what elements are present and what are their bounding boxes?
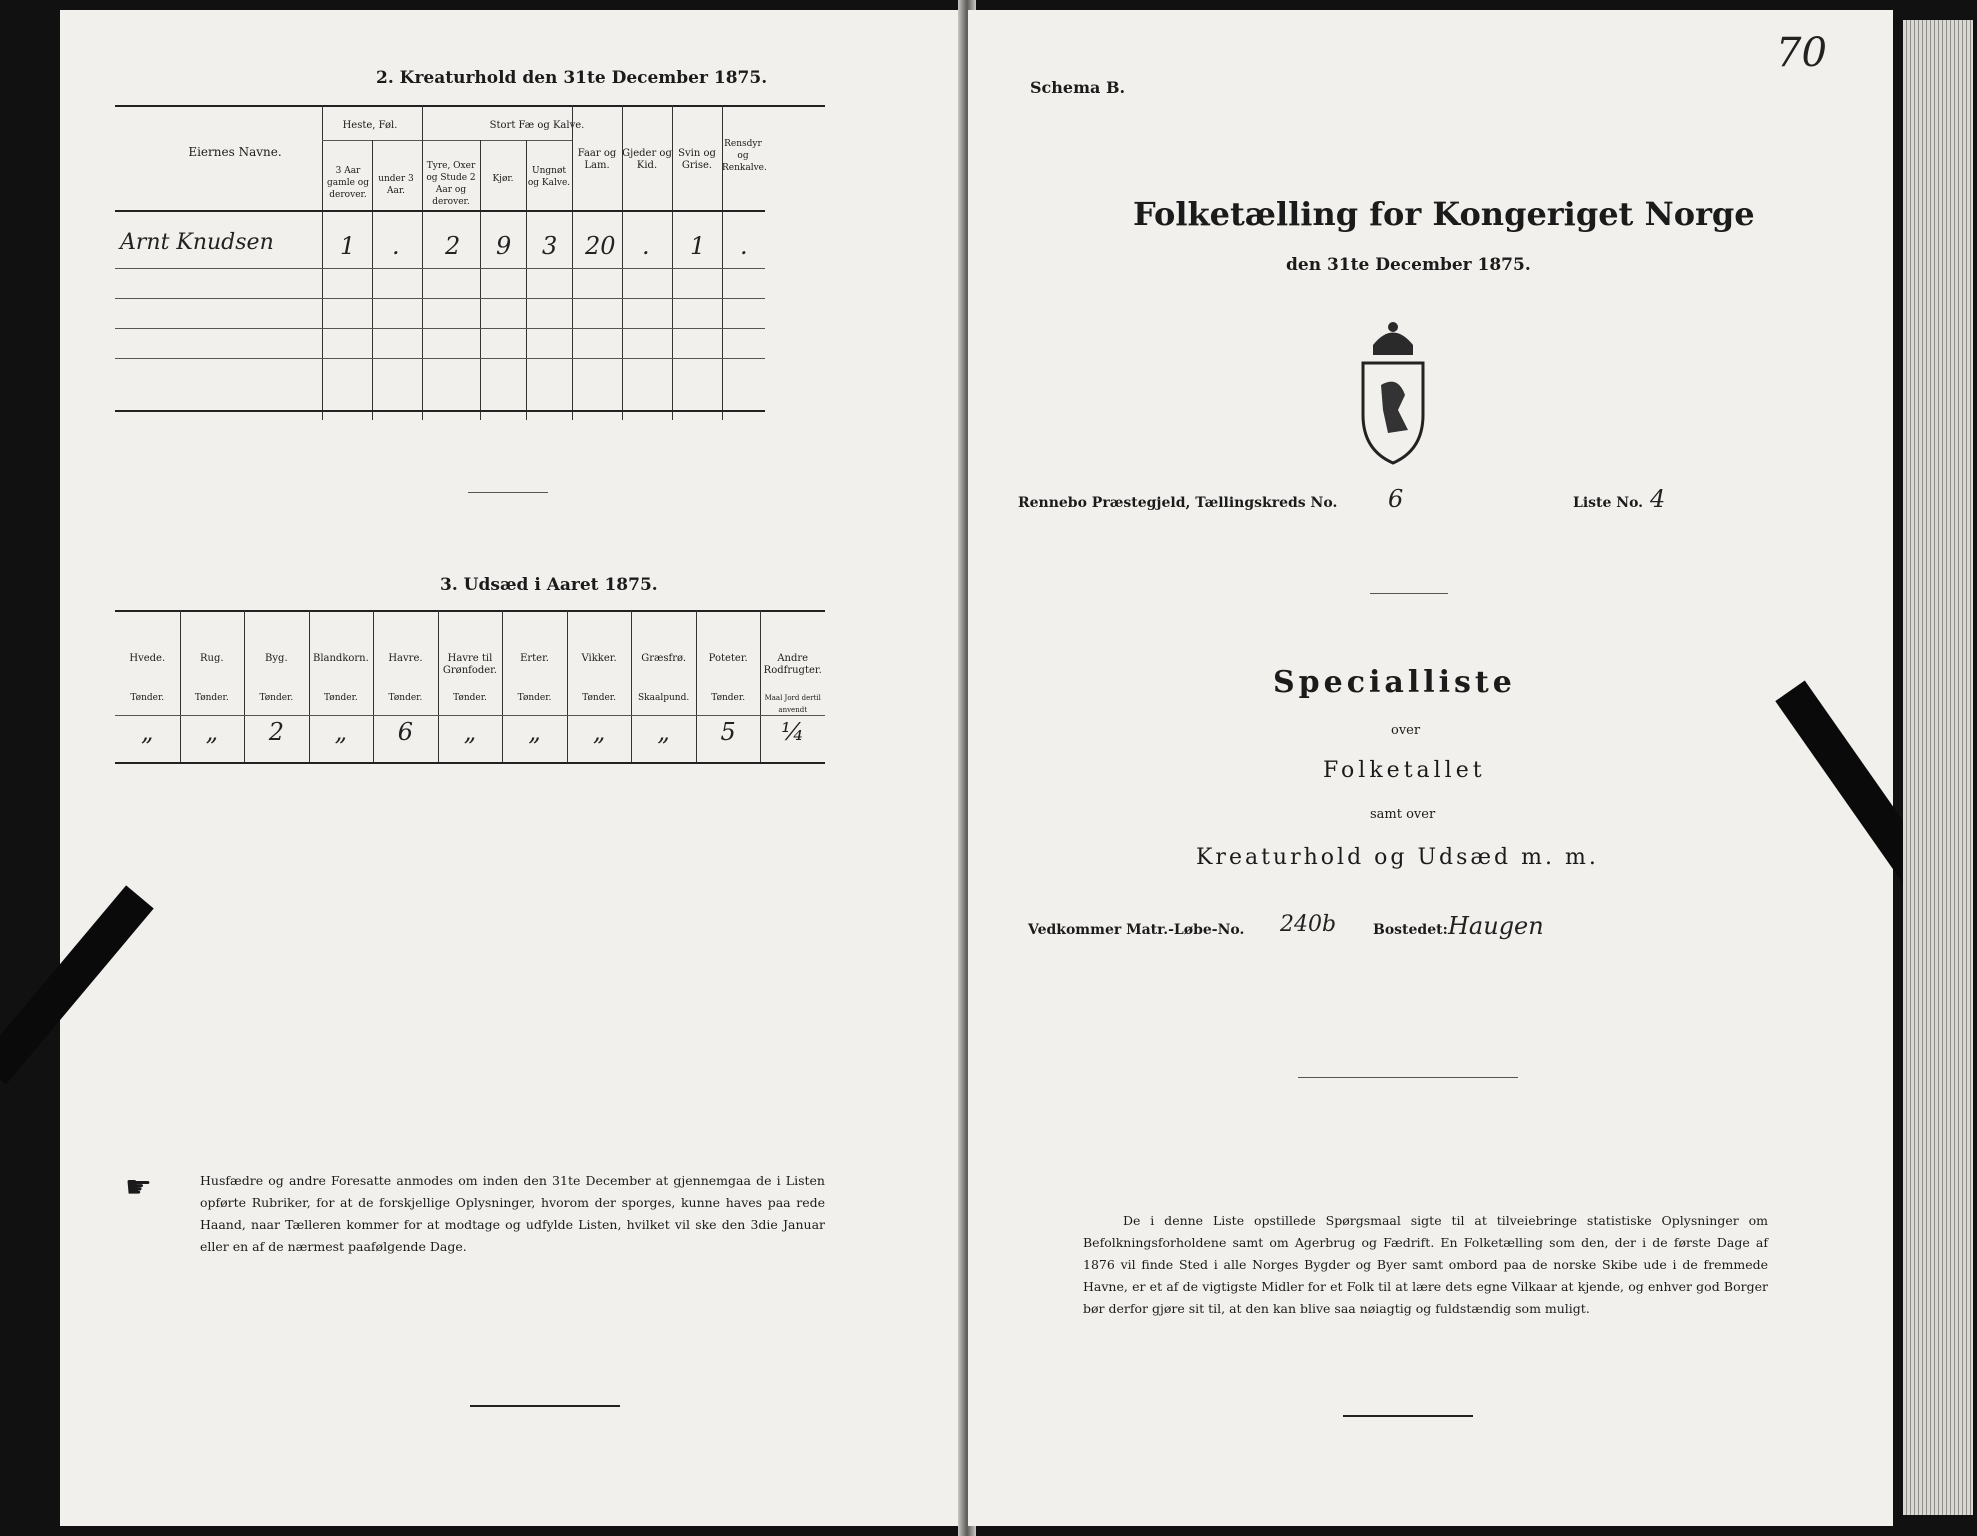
col-under3: under 3 Aar. <box>378 174 414 196</box>
udsaed-col-unit: Tønder. <box>324 693 358 703</box>
right-page <box>968 10 1893 1526</box>
udsaed-col-unit: Tønder. <box>130 693 165 703</box>
udsaed-value: „ <box>528 718 541 746</box>
matr-label: Vedkommer Matr.-Løbe-No. <box>1028 922 1245 938</box>
over-text: over <box>1391 723 1421 738</box>
table3-header-line <box>115 715 825 716</box>
row-line <box>115 268 765 269</box>
col-ungnot: Ungnøt og Kalve. <box>527 166 571 188</box>
bosted-value: Haugen <box>1448 912 1544 940</box>
table2-bottom-border <box>115 410 765 412</box>
udsaed-col-unit: Tønder. <box>517 693 552 703</box>
section3-title: 3. Udsæd i Aaret 1875. <box>440 575 658 595</box>
val-ungnot: 3 <box>542 232 558 260</box>
liste-no: 4 <box>1650 485 1666 513</box>
udsaed-col-unit: Tønder. <box>259 693 294 703</box>
col-kjor: Kjør. <box>492 174 514 184</box>
page-edges <box>1903 20 1973 1515</box>
row-line <box>115 298 765 299</box>
udsaed-value: „ <box>334 718 348 746</box>
udsaed-value: ¼ <box>781 718 805 746</box>
separator <box>1370 593 1448 594</box>
val-faar: 20 <box>585 232 616 260</box>
col-svin: Svin og Grise. <box>678 148 716 171</box>
udsaed-col-unit: Tønder. <box>194 693 229 703</box>
udsaed-value: „ <box>657 718 670 746</box>
udsaed-col-header: Vikker. <box>581 653 617 664</box>
left-page <box>60 10 965 1526</box>
udsaed-col-header: Poteter. <box>708 653 748 664</box>
udsaed-col-header: Hvede. <box>129 653 166 664</box>
table2-top-border <box>115 105 825 107</box>
udsaed-col-unit: Maal Jord dertil anvendt <box>764 694 821 714</box>
udsaed-value: 5 <box>720 718 736 746</box>
schema-label: Schema B. <box>1030 78 1126 97</box>
udsaed-col-header: Havre. <box>388 653 423 664</box>
col-divider <box>322 105 323 420</box>
table3-top-border <box>115 610 825 612</box>
kreds-no: 6 <box>1388 485 1404 513</box>
main-subtitle: den 31te December 1875. <box>1286 255 1531 275</box>
udsaed-col-header: Andre Rodfrugter. <box>763 653 822 676</box>
footer-line <box>470 1405 620 1407</box>
val-3aar: 1 <box>340 232 356 260</box>
bosted-label: Bostedet: <box>1373 922 1448 938</box>
udsaed-col-unit: Tønder. <box>453 693 487 703</box>
row-line <box>115 328 765 329</box>
table3-bottom-border <box>115 762 825 764</box>
specialliste-title: Specialliste <box>1273 665 1516 700</box>
udsaed-value: 6 <box>397 718 414 746</box>
udsaed-col-unit: Skaalpund. <box>638 693 690 703</box>
col-divider <box>422 105 423 420</box>
val-gjeder: . <box>642 232 650 260</box>
section2-title: 2. Kreaturhold den 31te December 1875. <box>376 68 768 88</box>
main-title: Folketælling for Kongeriget Norge <box>1133 195 1755 233</box>
udsaed-value: „ <box>592 718 606 746</box>
row-line <box>115 358 765 359</box>
owner-header: Eiernes Navne. <box>188 145 282 159</box>
col-gjeder: Gjeder og Kid. <box>622 148 672 171</box>
udsaed-col-header: Byg. <box>265 653 288 664</box>
coat-of-arms-icon <box>1353 315 1433 465</box>
footer-line <box>1343 1415 1473 1417</box>
val-svin: 1 <box>690 232 706 260</box>
udsaed-col-unit: Tønder. <box>582 693 616 703</box>
udsaed-col-header: Græsfrø. <box>641 653 687 664</box>
owner-name: Arnt Knudsen <box>120 230 274 255</box>
val-rensdyr: . <box>740 232 748 260</box>
val-kjor: 9 <box>496 232 512 260</box>
col-tyre: Tyre, Oxer og Stude 2 Aar og derover. <box>426 161 476 207</box>
samt-over-text: samt over <box>1370 807 1436 822</box>
col-3aar: 3 Aar gamle og derover. <box>327 166 369 200</box>
udsaed-col-unit: Tønder. <box>388 693 423 703</box>
pointing-hand-icon: ☛ <box>125 1170 152 1205</box>
udsaed-col-header: Blandkorn. <box>312 653 369 664</box>
folketallet: Folketallet <box>1323 758 1486 783</box>
header-bottom-line <box>115 210 765 212</box>
udsaed-col-unit: Tønder. <box>711 693 746 703</box>
udsaed-col-header: Havre til Grønfoder. <box>442 653 498 676</box>
notice-text: Husfædre og andre Foresatte anmodes om inden den 31te December at gjennemgaa de i Listen opførte Rubriker, for at de forskjellige Oplysninger, hvorom der sporges, kunne haves paa rede Haand, naar Tælleren kommer for at modtage og udfylde Listen, hvilket vil ske den 3die Januar eller en af de nærmest paafølgende Dage. <box>200 1173 825 1254</box>
kreaturhold-title: Kreaturhold og Udsæd m. m. <box>1196 845 1599 870</box>
col-faar: Faar og Lam. <box>577 148 617 171</box>
udsaed-value: „ <box>141 718 154 746</box>
udsaed-value: „ <box>205 718 219 746</box>
col-rensdyr: Rensdyr og Renkalve. <box>722 139 767 173</box>
parish-label: Rennebo Præstegjeld, Tællingskreds No. <box>1018 495 1338 511</box>
matr-no: 240b <box>1280 912 1337 937</box>
info-text: De i denne Liste opstillede Spørgsmaal sigte til at tilveiebringe statistiske Oplysninger om Befolkningsforholdene samt om Agerbrug og Fædrift. En Folketælling som den, der i de første Dage af 1876 vil finde Sted i alle Norges Bygder og Byer samt ombord paa de norske Skibe ude i de fremmede Havne, er et af de vigtigste Midler for et Folk til at lære dets egne Vilkaar at kjende, og enhver god Borger bør derfor gjøre sit til, at den kan blive saa nøiagtig og fuldstændig som muligt. <box>1083 1213 1768 1316</box>
separator <box>1298 1077 1518 1078</box>
page-holder-bar <box>0 885 154 1084</box>
liste-label: Liste No. <box>1573 495 1644 511</box>
separator <box>468 492 548 493</box>
page-number: 70 <box>1776 30 1827 76</box>
udsaed-value: „ <box>463 718 477 746</box>
stort-fae-group: Stort Fæ og Kalve. <box>489 120 585 131</box>
heste-group: Heste, Føl. <box>342 120 398 131</box>
udsaed-col-header: Erter. <box>520 653 549 664</box>
udsaed-col-header: Rug. <box>200 653 224 664</box>
udsaed-value: 2 <box>268 718 284 746</box>
val-under3: . <box>392 232 400 260</box>
group-underline <box>322 140 572 141</box>
val-tyre: 2 <box>445 232 461 260</box>
